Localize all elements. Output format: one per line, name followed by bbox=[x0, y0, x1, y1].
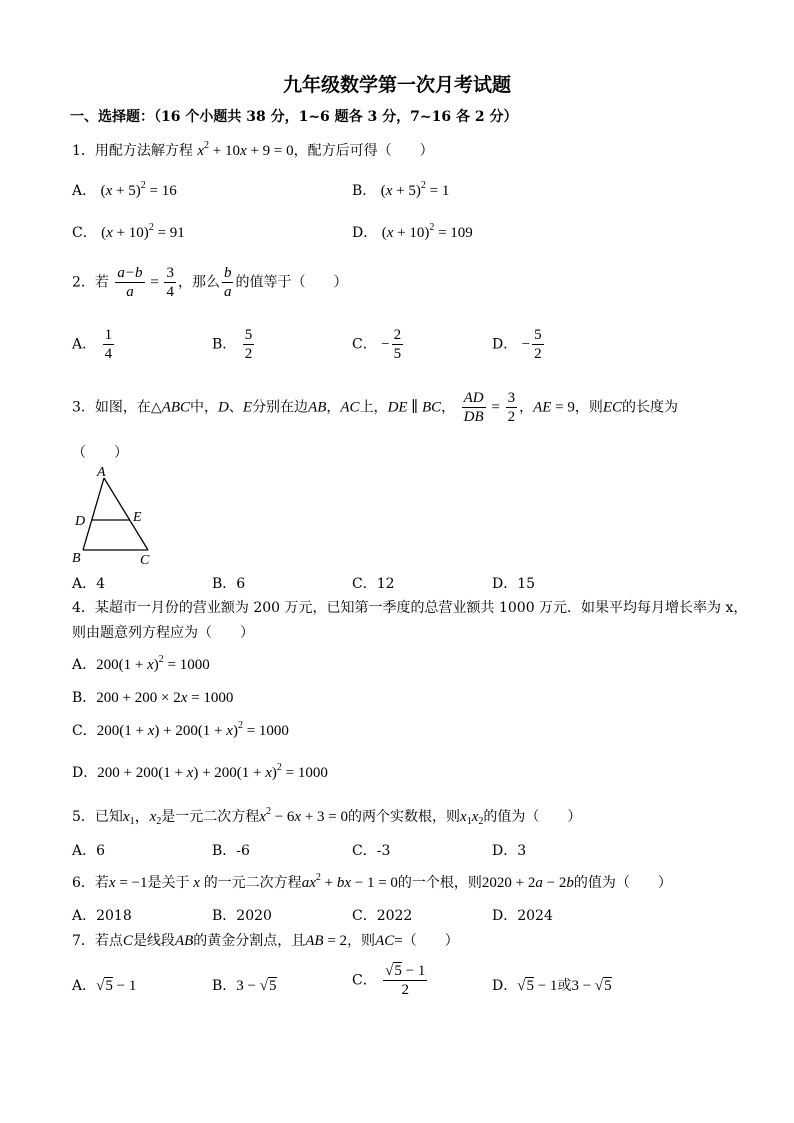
q3-text-d: 上， bbox=[359, 399, 388, 416]
q4-c-expr: $200(1 + x) + 200(1 + x)^2 = 1000$ bbox=[96, 720, 289, 739]
q7-text-b: 是线段 bbox=[132, 933, 175, 949]
q5-number: 5． bbox=[72, 809, 95, 825]
q3-text-f: 的长度为 bbox=[622, 399, 679, 416]
q3-option-c[interactable]: C．12 bbox=[352, 576, 395, 592]
q1-option-d[interactable] bbox=[352, 222, 473, 242]
q4-a-expr: $200(1 + x)^2 = 1000$ bbox=[96, 654, 210, 673]
q4-b-label: B． bbox=[72, 690, 97, 706]
q2-option-c[interactable]: C． − $\frac{2}{5}$ bbox=[352, 327, 402, 362]
q3-text-b: 中， bbox=[190, 399, 219, 416]
q6-text-a: 若 bbox=[94, 875, 109, 891]
q5-text-d: 的值为（ ） bbox=[483, 809, 582, 825]
q7-text-c: 的黄金分割点，且 bbox=[193, 933, 306, 949]
q7-text-d: ，则 bbox=[347, 933, 376, 949]
q3-option-a[interactable]: A．4 bbox=[72, 576, 106, 592]
q4-c-label: C． bbox=[72, 723, 97, 739]
q6-expression: 2020 + 2a − 2b bbox=[481, 875, 574, 891]
q3-text-c: 分别在边 bbox=[252, 399, 309, 416]
q3-text-e: ，则 bbox=[574, 399, 603, 416]
q2-fraction-3: $\frac{b}{a}$ bbox=[223, 265, 232, 300]
q1-b-expr: $(x + 5)^2 = 1$ bbox=[380, 180, 450, 199]
q7-text-a: 若点 bbox=[94, 933, 123, 949]
q4-b-expr: 200 + 200 × 2x = 1000 bbox=[96, 690, 234, 706]
q7-d-expr-2: 3 − √5 bbox=[571, 978, 612, 994]
q6-option-d[interactable]: D．2024 bbox=[492, 908, 553, 924]
section-header: 一、选择题：（16 个小题共 38 分，1~6 题各 3 分，7~16 各 2 分） bbox=[70, 109, 518, 125]
q1-a-expr: $(x + 5)^2 = 16$ bbox=[100, 180, 177, 199]
q1-equation: $x^2 + 10x + 9 = 0$ bbox=[197, 140, 294, 159]
q3-text-a: 如图，在△ bbox=[94, 399, 162, 416]
q1-d-expr: $(x + 10)^2 = 109$ bbox=[381, 222, 473, 241]
q4-d-expr: $200 + 200(1 + x) + 200(1 + x)^2 = 1000$ bbox=[97, 762, 328, 781]
label-a: A bbox=[97, 466, 106, 480]
q7-option-d[interactable] bbox=[492, 975, 612, 995]
question-2-stem: 2．若 $\frac{a-b}{a}$ = $\frac{3}{4}$ ，那么 $\frac{b}{a}$ 的值等于（ ） bbox=[72, 265, 348, 300]
page-title: 九年级数学第一次月考试题 bbox=[282, 74, 511, 96]
label-c: C bbox=[140, 553, 150, 568]
question-4-line-1: 4．某超市一月份的营业额为 200 万元，已知第一季度的总营业额共 1000 万元．如果平均每月增长率为 x， bbox=[72, 600, 748, 616]
q2-fraction-1: $\frac{a-b}{a}$ bbox=[117, 265, 143, 300]
q2-text-a: 若 bbox=[94, 274, 109, 291]
q4-option-b[interactable] bbox=[72, 687, 233, 707]
q2-c-label: C． bbox=[352, 336, 377, 353]
q7-a-label: A． bbox=[72, 978, 97, 994]
q7-option-a[interactable] bbox=[72, 975, 136, 995]
q5-text-a: 已知 bbox=[94, 809, 123, 825]
q6-option-c[interactable]: C．2022 bbox=[352, 908, 413, 924]
q2-b-expr: $\frac{5}{2}$ bbox=[244, 327, 253, 362]
q1-option-a[interactable] bbox=[72, 180, 177, 200]
q2-d-expr: $\frac{5}{2}$ bbox=[534, 327, 542, 362]
q2-number: 2． bbox=[72, 274, 95, 291]
question-1-stem bbox=[72, 140, 434, 160]
q2-a-label: A． bbox=[72, 336, 97, 353]
q3-option-d[interactable]: D．15 bbox=[492, 576, 536, 592]
q1-text-b: ，配方后可得（ ） bbox=[293, 143, 434, 159]
q3-triangle-figure bbox=[66, 466, 166, 570]
q4-option-a[interactable] bbox=[72, 654, 210, 674]
q7-c-expr: $\frac{√5 - 1}{2}$ bbox=[385, 963, 426, 998]
q1-a-label: A． bbox=[72, 183, 97, 199]
q1-d-label: D． bbox=[352, 225, 378, 241]
q6-text-c: 的一元二次方程 bbox=[203, 875, 302, 891]
q2-b-label: B． bbox=[212, 336, 237, 353]
q3-ae: AE = 9 bbox=[533, 399, 575, 416]
q7-a-expr: √5 − 1 bbox=[96, 978, 137, 994]
q6-text-e: 的值为（ ） bbox=[573, 875, 672, 891]
q4-a-label: A． bbox=[72, 657, 97, 673]
side-ab bbox=[83, 478, 104, 550]
q2-c-expr: $\frac{2}{5}$ bbox=[393, 327, 402, 362]
q2-text-c: 的值等于（ ） bbox=[235, 274, 348, 291]
q6-option-b[interactable]: B．2020 bbox=[212, 908, 272, 924]
q5-option-d[interactable]: D．3 bbox=[492, 843, 527, 859]
q7-d-label: D． bbox=[492, 978, 518, 994]
label-e: E bbox=[133, 510, 142, 525]
q4-option-d[interactable] bbox=[72, 762, 328, 782]
q5-option-c[interactable]: C．-3 bbox=[352, 843, 391, 859]
q3-number: 3． bbox=[72, 399, 95, 416]
q2-option-b[interactable] bbox=[212, 326, 256, 363]
q7-b-label: B． bbox=[212, 978, 237, 994]
question-6-stem: 6．若x = −1是关于 x 的一元二次方程$ax^2$ + bx − 1 = 0的一个根，则2020 + 2a − 2b的值为（ ） bbox=[72, 872, 672, 891]
q5-equation: $x^2 - 6x + 3 = 0$ bbox=[259, 806, 349, 825]
q3-option-b[interactable]: B．6 bbox=[212, 576, 246, 592]
q7-b-expr: 3 − √5 bbox=[236, 978, 277, 994]
q4-d-label: D． bbox=[72, 765, 98, 781]
question-3-stem: 3．如图，在△ABC中，D、E分别在边AB，AC上，DE ∥ BC， $\frac{AD}{DB}$ = $\frac{3}{2}$ ，AE = 9，则EC的长度为 bbox=[72, 390, 679, 425]
q7-text-e: （ ） bbox=[402, 933, 459, 949]
q6-text-d: 的一个根，则 bbox=[397, 875, 482, 891]
q2-option-a[interactable] bbox=[72, 326, 116, 363]
q6-equation: $ax^2$ + bx − 1 = 0 bbox=[301, 872, 398, 891]
q5-option-b[interactable]: B．-6 bbox=[212, 843, 250, 859]
q1-text-a: 用配方法解方程 bbox=[94, 143, 193, 159]
q1-option-b[interactable] bbox=[352, 180, 449, 200]
q2-fraction-2: $\frac{3}{4}$ bbox=[166, 265, 174, 300]
q7-or: 或 bbox=[557, 978, 572, 994]
q6-option-a[interactable]: A．2018 bbox=[72, 908, 132, 924]
q3-answer-paren: （ ） bbox=[72, 445, 128, 461]
q1-option-c[interactable] bbox=[72, 222, 185, 242]
q4-option-c[interactable] bbox=[72, 720, 289, 740]
q1-c-expr: $(x + 10)^2 = 91$ bbox=[101, 222, 185, 241]
q7-c-label: C． bbox=[352, 972, 377, 989]
q3-ratio: $\frac{3}{2}$ bbox=[507, 390, 516, 425]
q2-a-expr: $\frac{1}{4}$ bbox=[104, 327, 113, 362]
q3-parallel: DE ∥ BC bbox=[387, 399, 442, 416]
q7-d-expr-1: √5 − 1 bbox=[517, 978, 558, 994]
q7-number: 7． bbox=[72, 933, 95, 949]
q3-fraction: $\frac{AD}{DB}$ bbox=[463, 390, 484, 425]
q5-option-a[interactable]: A．6 bbox=[72, 843, 106, 859]
question-5-stem: 5．已知$x_1$，$x_2$是一元二次方程$x^2 - 6x + 3 = 0$的两个实数根，则$x_1x_2$的值为（ ） bbox=[72, 806, 582, 827]
label-d: D bbox=[75, 514, 86, 529]
question-7-stem: 7．若点C是线段AB的黄金分割点，且AB = 2，则AC=（ ） bbox=[72, 933, 459, 949]
q1-b-label: B． bbox=[352, 183, 377, 199]
q6-number: 6． bbox=[72, 875, 95, 891]
q1-c-label: C． bbox=[72, 225, 97, 241]
q6-text-b: 是关于 bbox=[147, 875, 190, 891]
q5-text-c: 的两个实数根，则 bbox=[348, 809, 461, 825]
q2-text-b: ，那么 bbox=[177, 274, 220, 291]
q1-number: 1． bbox=[72, 143, 95, 159]
q5-text-b: 是一元二次方程 bbox=[161, 809, 260, 825]
q2-d-label: D． bbox=[492, 336, 518, 353]
q2-option-d[interactable]: D． − $\frac{5}{2}$ bbox=[492, 327, 542, 362]
question-4-line-2: 则由题意列方程应为（ ） bbox=[72, 625, 254, 641]
q7-option-b[interactable] bbox=[212, 975, 277, 995]
label-b: B bbox=[72, 551, 81, 566]
q7-option-c[interactable] bbox=[352, 962, 429, 999]
